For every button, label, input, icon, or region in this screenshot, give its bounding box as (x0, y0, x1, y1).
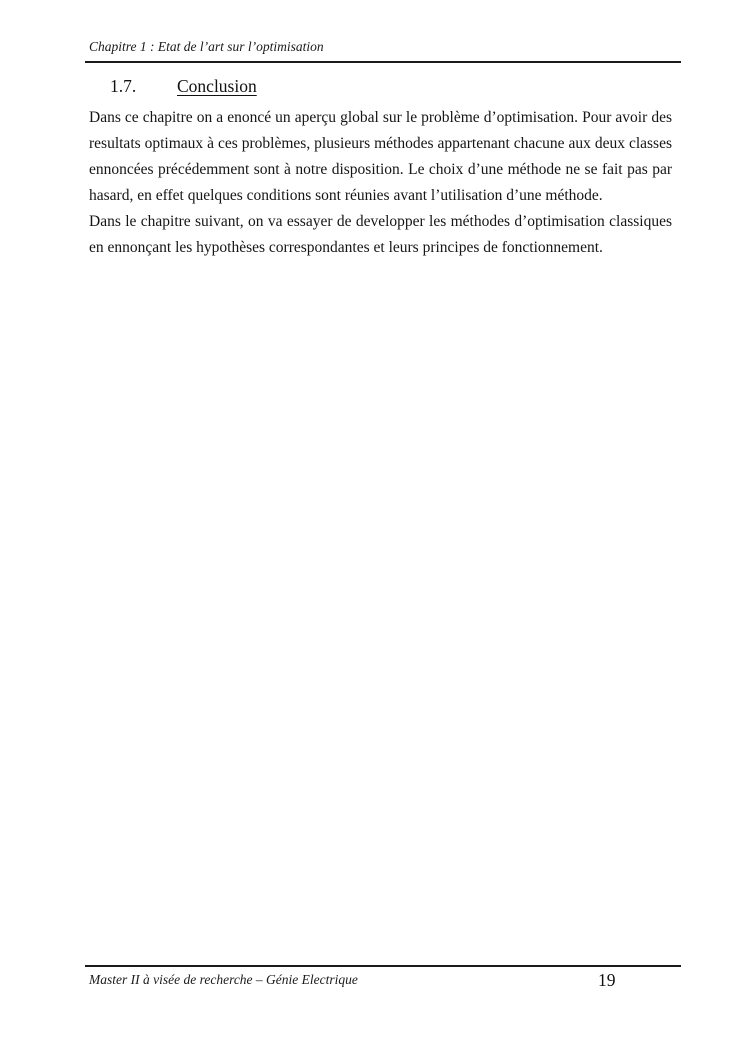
section-heading (110, 76, 257, 97)
paragraph: Dans le chapitre suivant, on va essayer de developper les méthodes d’optimisation classiques en ennonçant les hypothèses correspondantes et leurs principes de fonctionnement. (89, 213, 672, 256)
section-number: 1.7. (110, 76, 137, 96)
body-text (89, 105, 672, 261)
section-title: Conclusion (177, 76, 257, 96)
paragraph: Dans ce chapitre on a enoncé un aperçu global sur le problème d’optimisation. Pour avoir des resultats optimaux à ces problèmes, plusieurs méthodes appartenant chacune aux deux classes ennoncées précédemment sont à notre disposition. Le choix d’une méthode ne se fait pas par hasard, en effet quelques conditions sont réunies avant l’utilisation d’une méthode. (89, 109, 672, 204)
page-footer (85, 965, 681, 989)
page-number: 19 (598, 970, 616, 990)
footer-text: Master II à visée de recherche – Génie Electrique (89, 972, 358, 987)
page-header (85, 38, 681, 63)
chapter-title: Chapitre 1 : Etat de l’art sur l’optimisation (89, 39, 324, 54)
